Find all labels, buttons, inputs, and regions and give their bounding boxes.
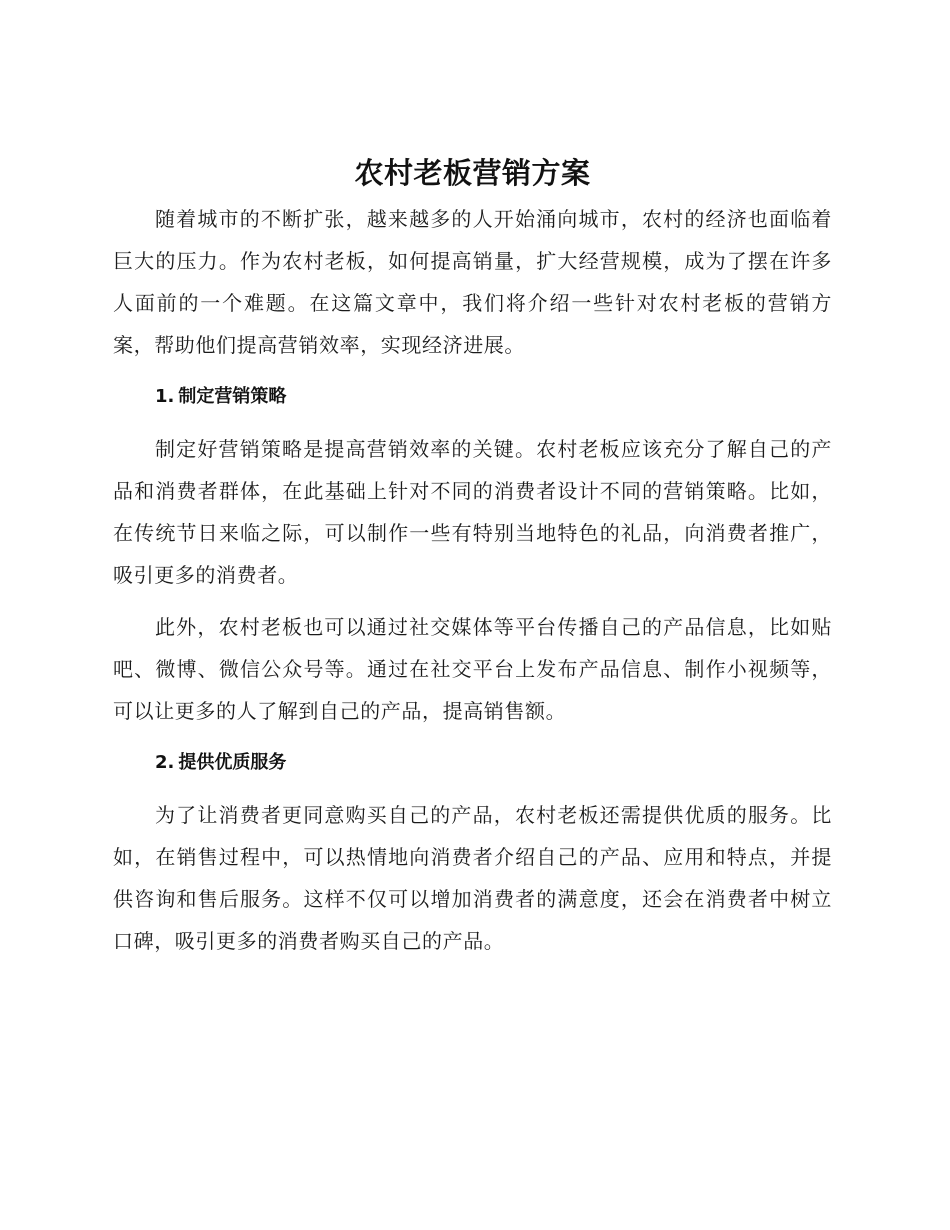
- document-title: 农村老板营销方案: [354, 156, 591, 190]
- section-number: 2.: [155, 752, 175, 773]
- section-heading-1: [113, 378, 832, 416]
- section-1-paragraph-2: 此外，农村老板也可以通过社交媒体等平台传播自己的产品信息，比如贴吧、微博、微信公众号等。通过在社交平台上发布产品信息、制作小视频等，可以让更多的人了解到自己的产品，提高销售额。: [113, 615, 832, 723]
- section-heading-2: [113, 744, 832, 782]
- section-title: 制定营销策略: [178, 386, 287, 407]
- section-2-paragraph-1: 为了让消费者更同意购买自己的产品，农村老板还需提供优质的服务。比如，在销售过程中，可以热情地向消费者介绍自己的产品、应用和特点，并提供咨询和售后服务。这样不仅可以增加消费者的满意度，还会在消费者中树立口碑，吸引更多的消费者购买自己的产品。: [113, 803, 832, 953]
- section-number: 1.: [155, 386, 175, 407]
- intro-paragraph: 随着城市的不断扩张，越来越多的人开始涌向城市，农村的经济也面临着巨大的压力。作为农村老板，如何提高销量，扩大经营规模，成为了摆在许多人面前的一个难题。在这篇文章中，我们将介绍一些针对农村老板的营销方案，帮助他们提高营销效率，实现经济进展。: [113, 207, 832, 357]
- section-1-paragraph-1: 制定好营销策略是提高营销效率的关键。农村老板应该充分了解自己的产品和消费者群体，在此基础上针对不同的消费者设计不同的营销策略。比如，在传统节日来临之际，可以制作一些有特别当地特色的礼品，向消费者推广，吸引更多的消费者。: [113, 437, 832, 587]
- section-title: 提供优质服务: [178, 752, 287, 773]
